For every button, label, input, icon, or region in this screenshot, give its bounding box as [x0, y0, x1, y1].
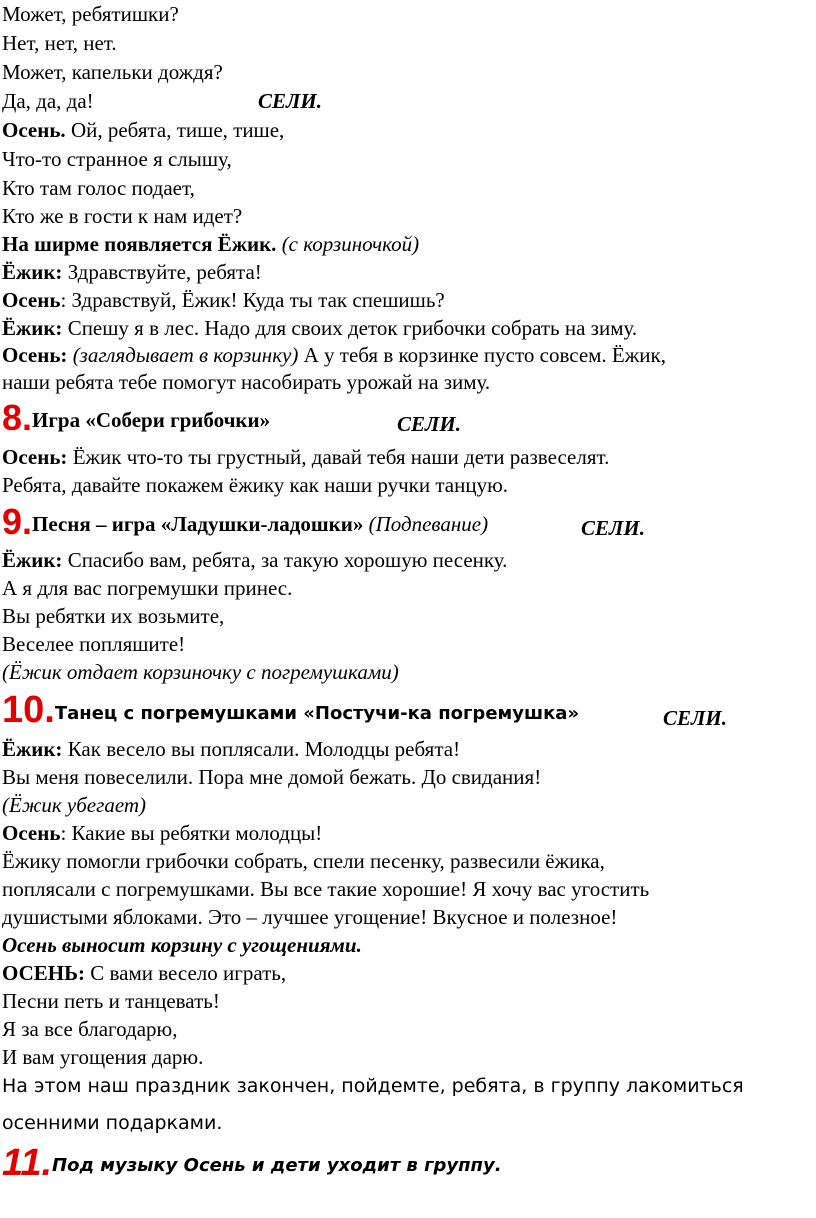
speaker-label: Осень	[2, 821, 61, 845]
line-29	[2, 932, 362, 958]
line-32	[2, 1016, 177, 1042]
line-text: Кто же в гости к нам идет?	[2, 204, 243, 228]
line-text: Ёжику помогли грибочки собрать, спели песенку, развесили ёжика,	[2, 849, 605, 873]
line-text: поплясали с погремушками. Вы все такие хорошие! Я хочу вас угостить	[2, 877, 650, 901]
cue-sit-1: СЕЛИ.	[258, 89, 323, 113]
line-text: Спешу я в лес. Надо для своих деток грибочки собрать на зиму.	[62, 316, 638, 340]
section-8-heading	[2, 397, 271, 438]
line-text: Вы меня повеселили. Пора мне домой бежать. До свидания!	[2, 765, 542, 789]
section-number: 11.	[2, 1142, 53, 1184]
line-9	[2, 231, 419, 257]
line-16	[2, 472, 508, 498]
section-title: Под музыку Осень и дети уходит в группу.	[52, 1155, 502, 1176]
line-text: Вы ребятки их возьмите,	[2, 604, 225, 628]
speaker-label: Осень:	[2, 445, 68, 469]
speaker-label: Ёжик:	[2, 316, 63, 340]
line-23	[2, 764, 541, 790]
line-7	[2, 175, 195, 201]
line-14	[2, 369, 490, 395]
line-text: Как весело вы поплясали. Молодцы ребята!	[62, 737, 461, 761]
section-11-heading	[2, 1142, 502, 1184]
stage-direction: Осень выносит корзину с угощениями.	[2, 933, 362, 957]
speaker-label: Ёжик:	[2, 260, 63, 284]
line-text: Нет, нет, нет.	[2, 31, 117, 55]
line-text: И вам угощения дарю.	[2, 1045, 204, 1069]
speaker-label: ОСЕНЬ:	[2, 961, 85, 985]
line-text: Ребята, давайте покажем ёжику как наши ручки танцую.	[2, 473, 509, 497]
cue-sit-9: СЕЛИ.	[581, 516, 646, 540]
line-31	[2, 988, 220, 1014]
cue-sit-10: СЕЛИ.	[663, 706, 728, 730]
line-5	[2, 117, 284, 143]
speaker-label: Осень	[2, 288, 61, 312]
line-28	[2, 904, 617, 930]
line-2	[2, 30, 117, 56]
line-6	[2, 146, 232, 172]
section-title: Песня – игра «Ладушки-ладошки»	[32, 512, 364, 536]
line-text: А я для вас погремушки принес.	[2, 576, 293, 600]
line-17	[2, 547, 507, 573]
line-text: Ой, ребята, тише, тише,	[65, 118, 285, 142]
line-text: Здравствуйте, ребята!	[62, 260, 262, 284]
line-1	[2, 1, 179, 27]
line-text: А у тебя в корзинке пусто совсем. Ёжик,	[298, 343, 666, 367]
speaker-label: Осень.	[2, 118, 66, 142]
line-20	[2, 631, 185, 657]
line-4	[2, 88, 94, 114]
line-text: Ёжик что-то ты грустный, давай тебя наши дети развеселят.	[67, 445, 610, 469]
stage-note: (Ёжик убегает)	[2, 793, 147, 817]
line-19	[2, 603, 224, 629]
line-text: Спасибо вам, ребята, за такую хорошую песенку.	[62, 548, 508, 572]
line-21	[2, 659, 399, 685]
line-33	[2, 1044, 203, 1070]
stage-note: (Ёжик отдает корзиночку с погремушками)	[2, 660, 399, 684]
line-30	[2, 960, 286, 986]
section-number: 9.	[2, 501, 33, 542]
line-13	[2, 342, 666, 368]
stage-note: (заглядывает в корзинку)	[67, 343, 299, 367]
stage-direction: На ширме появляется Ёжик.	[2, 232, 277, 256]
line-text: осенними подарками.	[2, 1112, 223, 1134]
line-27	[2, 876, 649, 902]
cue-sit-8: СЕЛИ.	[397, 412, 462, 436]
line-text: : Какие вы ребятки молодцы!	[60, 821, 323, 845]
line-12	[2, 315, 637, 341]
line-24	[2, 792, 146, 818]
section-title: Игра «Собери грибочки»	[32, 408, 271, 432]
speaker-label: Ёжик:	[2, 737, 63, 761]
section-number: 10.	[2, 689, 55, 731]
line-35	[2, 1110, 222, 1136]
line-26	[2, 848, 605, 874]
line-22	[2, 736, 460, 762]
line-3	[2, 59, 223, 85]
line-text: наши ребята тебе помогут насобирать урожай на зиму.	[2, 370, 491, 394]
section-title: Танец с погремушками «Постучи-ка погремушка»	[54, 703, 580, 724]
stage-note: (Подпевание)	[363, 512, 489, 536]
line-25	[2, 820, 322, 846]
line-text: Может, капельки дождя?	[2, 60, 223, 84]
line-text: Да, да, да!	[2, 89, 94, 113]
line-text: Веселее попляшите!	[2, 632, 186, 656]
speaker-label: Ёжик:	[2, 548, 63, 572]
line-text: Может, ребятишки?	[2, 2, 179, 26]
line-8	[2, 203, 242, 229]
speaker-label: Осень:	[2, 343, 68, 367]
line-10	[2, 259, 262, 285]
stage-note: (с корзиночкой)	[276, 232, 420, 256]
line-text: Я за все благодарю,	[2, 1017, 178, 1041]
line-text: На этом наш праздник закончен, пойдемте, ребята, в группу лакомиться	[2, 1075, 744, 1097]
line-text: душистыми яблоками. Это – лучшее угощение! Вкусное и полезное!	[2, 905, 618, 929]
line-34	[2, 1073, 744, 1099]
line-text: С вами весело играть,	[84, 961, 287, 985]
line-text: : Здравствуй, Ёжик! Куда ты так спешишь?	[60, 288, 445, 312]
line-text: Песни петь и танцевать!	[2, 989, 220, 1013]
section-10-heading	[2, 689, 580, 731]
line-18	[2, 575, 292, 601]
line-11	[2, 287, 445, 313]
section-number: 8.	[2, 397, 33, 438]
line-text: Что-то странное я слышу,	[2, 147, 232, 171]
line-text: Кто там голос подает,	[2, 176, 195, 200]
section-9-heading	[2, 501, 489, 542]
line-15	[2, 444, 609, 470]
